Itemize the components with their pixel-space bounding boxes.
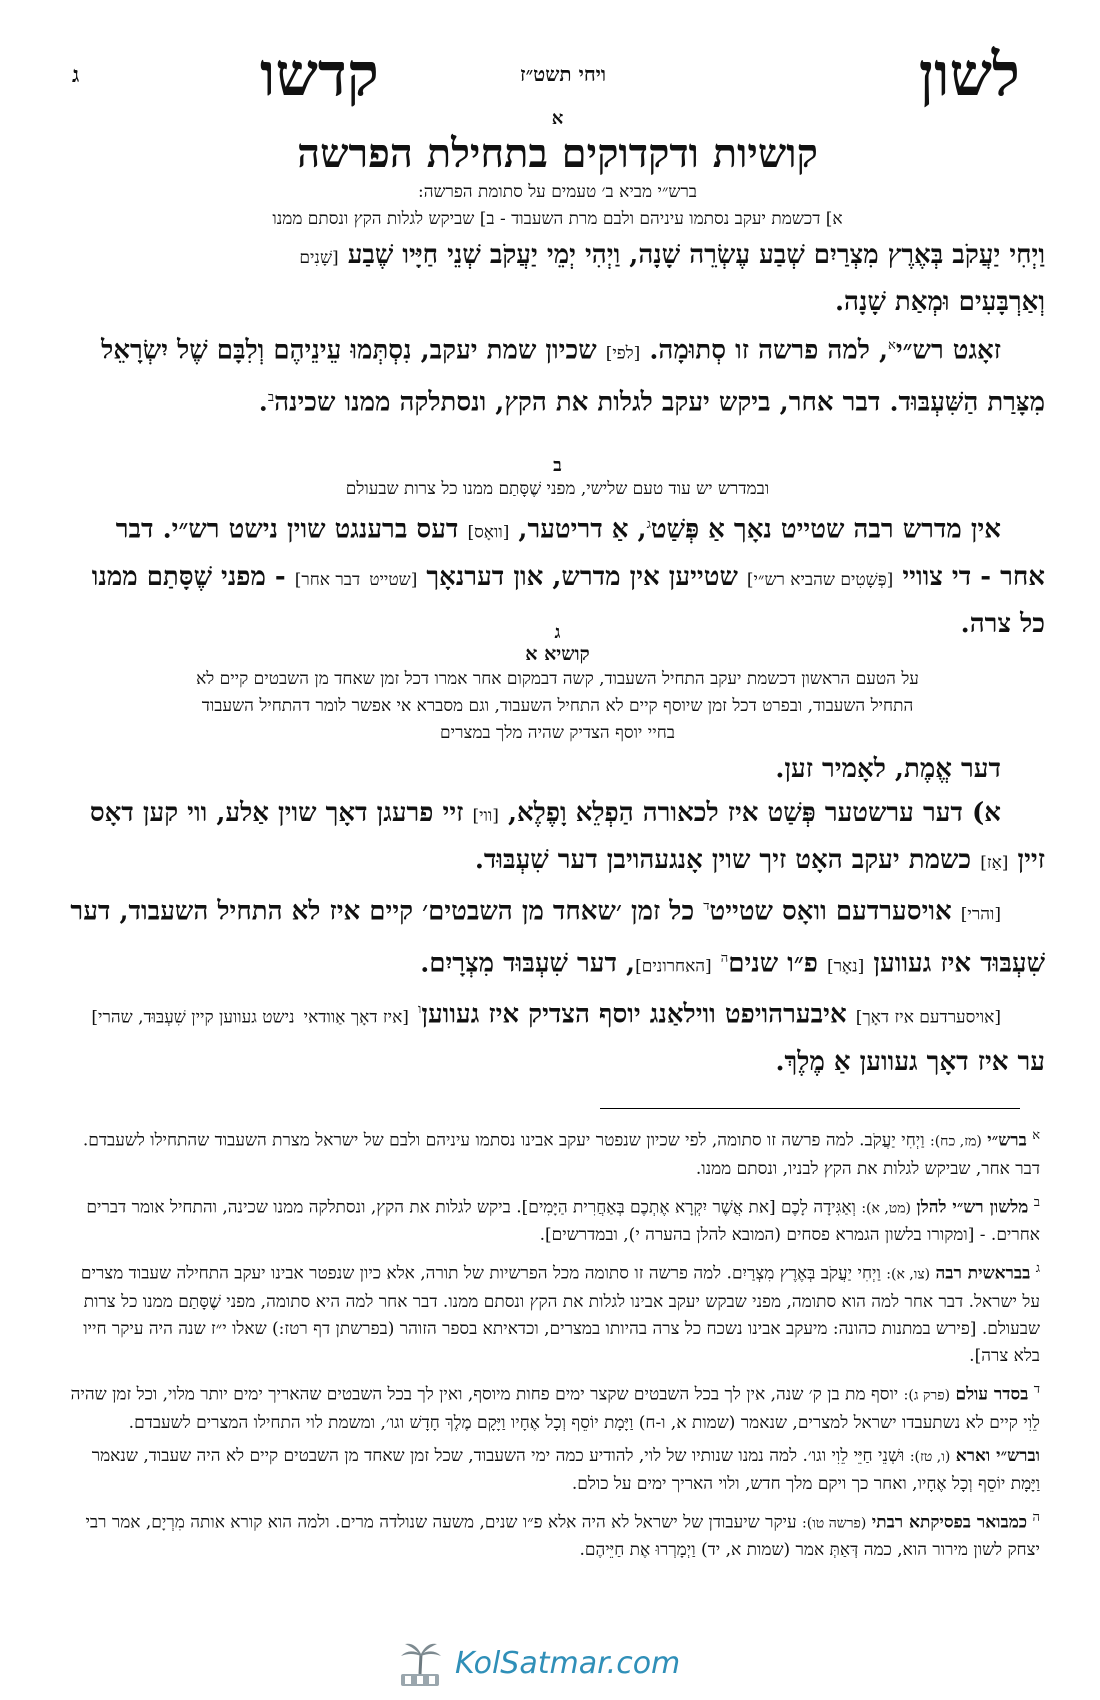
bracket-note: [שטייט — [369, 569, 418, 590]
footnote-mark: ד — [1033, 1381, 1040, 1397]
body-text: ער איז דאָך געווען אַ מֶלֶךְ. — [775, 1046, 1045, 1077]
question-paragraph-2 — [70, 885, 1045, 988]
section-intro: התחיל השעבוד, ובפרט דכל זמן שיוסף קיים לא התחיל השעבוד, וגם מסברא אי אפשר לומר דהתחיל השעבוד — [201, 696, 914, 716]
page-header — [50, 40, 1050, 110]
footnote-text: וַיְחִי יַעֲקֹב בְּאֶרֶץ מִצְרַיִם. למה פרשה זו סתומה מכל הפרשיות של תורה, אלא כיון שנפטר אבינו יעקב התחילה שעבוד מצרים על ישראל. דבר אחר למה הוא סתומה, מפני שבקש יעקב אבינו לגלות את הקץ ונסתם ממנו. דבר אחר למה היא סתומה, מפני שֶׁסָּתַם ממנו כל צרות שבעולם. [פירש במתנות כהונה: מיעקב אבינו נשכח כל צרה בהיותו במצרים, וכדאיתא בספר הזוהר (בפרשתן דף רטז:) שאלו י״ז שנה היה עיקר חייו בלא צרה]. — [80, 1263, 1040, 1366]
header-parsha: ויחי תשט״ז — [520, 62, 607, 86]
rashi-paragraph — [70, 324, 1045, 424]
body-text: אין מדרש רבה שטייט נאָך אַ פְּשַׁט — [650, 514, 1001, 545]
verse-text: וַיְחִי יַעֲקֹב בְּאֶרֶץ מִצְרַיִם שְׁבַע עֶשְׂרֵה שָׁנָה, וַיְהִי יְמֵי יַעֲקֹב שְׁנֵי חַיָּיו שֶׁבַע — [347, 240, 1045, 270]
header-title-kodsho: קדשו — [260, 40, 379, 110]
footnote-lead: בסדר עולם — [955, 1384, 1029, 1405]
footnote-lead: ברש״י — [987, 1130, 1027, 1151]
body-text: שטייען אין מדרש, און דערנאָך — [426, 561, 738, 592]
footnote-ref: ד — [703, 899, 710, 914]
body-text: אויסערדעם וואָס שטייט — [709, 896, 952, 927]
footnote — [70, 1189, 1040, 1250]
footnote-text: וְאַגִּידָה לָכֶם [את אֲשֶׁר יִקְרָא אֶתְכֶם בְּאַחֲרִית הַיָּמִים]. ביקש לגלות את הקץ, ונסתלקה ממנו שכינה, והתחיל אומר דברים אחרים. - [ומקורו בלשון הגמרא פסחים (המובא להלן בהערה י), ובמדרשים]. — [86, 1197, 1040, 1246]
bracket-note: [ווי] — [472, 806, 499, 826]
verse-paragraph — [70, 233, 1045, 324]
bracket-note: [והרי] — [960, 904, 1001, 925]
footnote — [70, 1504, 1040, 1565]
footnote-ref-source: (ו, טז): — [909, 1448, 951, 1465]
footnote-ref-source: (פרשה טו): — [802, 1515, 867, 1532]
body-line: דער אֱמֶת, לאָמיר זען. — [775, 754, 1001, 784]
body-text: - מפני שֶׁסָּתַם ממנו כל צרה. — [91, 561, 1045, 639]
footnote — [70, 1443, 1040, 1498]
footnote-lead: בבראשית רבה — [935, 1263, 1031, 1284]
footnote-mark: ה — [1032, 1509, 1040, 1525]
section-intro: על הטעם הראשון דכשמת יעקב התחיל השעבוד, קשה דבמקום אחר אמרו דכל זמן שאחד מן השבטים קיים לא — [196, 669, 919, 689]
footnote-ref-source: (צו, א): — [886, 1266, 931, 1283]
bracket-note: דבר אחר] — [294, 569, 361, 590]
verse-text-2: וְאַרְבָּעִים וּמְאַת שָׁנָה. — [835, 287, 1045, 317]
footnote-lead: וברש״י וארא — [955, 1445, 1040, 1466]
watermark — [395, 1640, 735, 1690]
footnote-ref: ה — [720, 950, 729, 966]
body-text: איבערהויפט ווילאַנג יוסף הצדיק איז געווען — [421, 999, 847, 1030]
main-title: קושיות ודקדוקים בתחילת הפרשה — [297, 130, 818, 177]
watermark-text: KolSatmar.com — [455, 1646, 681, 1681]
footnote-ref: ג — [646, 517, 651, 532]
footnote-ref-source: (מט, א): — [861, 1200, 912, 1217]
footnote-mark: ב — [1033, 1194, 1040, 1210]
footnote — [70, 1255, 1040, 1370]
bracket-note: [פְּשָׁטִים שהביא רש״י] — [746, 569, 894, 590]
body-text: פ״ו שנים — [728, 948, 818, 979]
body-text: א) דער ערשטער פְּשַׁט איז לכאורה הַפְלֵא וָפֶלֶא, — [507, 798, 1001, 828]
palm-tree-logo-icon — [395, 1640, 445, 1690]
rashi-lead: זאָגט רש״י — [895, 335, 1001, 366]
body-text: זיי פרעגן דאָך שוין אַלע, — [216, 798, 464, 828]
body-text: כשמת יעקב האָט זיך שוין אָנגעהויבן דער שִׁעְבּוּד. — [474, 845, 972, 875]
section-subtitle: קושיא א — [525, 643, 590, 665]
section-intro: ברש״י מביא ב׳ טעמים על סתומת הפרשה: — [418, 182, 697, 202]
footnote-ref: ו — [418, 1002, 422, 1018]
footnote-ref: א — [888, 338, 896, 353]
rashi-text: שכינה — [274, 387, 336, 418]
footnote-ref: ב — [267, 389, 275, 405]
question-paragraph — [70, 791, 1045, 885]
bracket-note: [נאָר] — [826, 956, 865, 977]
body-text: , אַ דריטער, — [518, 514, 647, 545]
footnote-divider — [600, 1108, 1020, 1109]
footnote-mark: ג — [1035, 1261, 1040, 1277]
body-text: השעבוד, דער שִׁעְבּוּד איז געווען — [70, 896, 1045, 979]
footnote-text: יוסף מת בן ק׳ שנה, אין לך בכל השבטים שקצר ימים פחות מיוסף, ואין לך בכל השבטים שהאריך ימים יותר מלוי, וכל זמן שהיה לֵוִי קיים לא נשתעבדו ישראל למצרים, שנאמר (שמות א, ו-ח) וַיָּמָת יוֹסֵף וְכָל אֶחָיו וַיָּקָם מֶלֶךְ חָדָשׁ וגו׳, ומשמת לוי התחילו המצרים לשעבדם. — [70, 1384, 1040, 1433]
footnote — [70, 1122, 1040, 1183]
body-text: ווי קען דאָס זיין — [89, 798, 1045, 875]
footnotes — [70, 1122, 1040, 1570]
footnote-ref-source: (מז, כח): — [930, 1133, 982, 1150]
footnote-lead: מלשון רש״י להלן — [916, 1197, 1029, 1218]
section-reasons: א] דכשמת יעקב נסתמו עיניהם ולבם מרת השעבוד - ב] שביקש לגלות הקץ ונסתם ממנו — [272, 209, 843, 229]
footnote-text: וַיְחִי יַעֲקֹב. למה פרשה זו סתומה, לפי שכיון שנפטר יעקב אבינו נסתמו עיניהם ולבם של ישראל מצרת השעבוד שהתחילו לשעבדם. דבר אחר, שביקש לגלות את הקץ לבניו, ונסתם ממנו. — [82, 1130, 1040, 1179]
body-text: דעס ברענגט שוין נישט — [228, 514, 459, 545]
footnote-text: עיקר שיעבודן של ישראל לא היה אלא פ״ו שנים, משעה שנולדה מרים. ולמה הוא קורא אותה מִרְיָם, אמר רבי יצחק לשון מירור הוא, כמה דְּאַתְּ אמר (שמות א, יד) וַיְמָרְרוּ אֶת חַיֵּיהֶם. — [85, 1512, 1040, 1561]
verse-bracket: [שָׁנִים — [299, 248, 339, 268]
footnote — [70, 1376, 1040, 1437]
section-intro: בחיי יוסף הצדיק שהיה מלך במצרים — [440, 723, 675, 743]
footnote-mark: א — [1032, 1128, 1040, 1143]
body-text: , דער שִׁעְבּוּד מִצְרָיִם. — [420, 948, 636, 979]
section-letter: א — [551, 108, 564, 129]
question-paragraph-3 — [70, 988, 1045, 1084]
section-intro: ובמדרש יש עוד טעם שלישי, מפני שֶׁסָּתַם ממנו כל צרות שבעולם — [345, 479, 770, 499]
rashi-text: שֶׁל יִשְׂרָאֵל מִצָּרַת הַשִּׁעְבּוּד. דבר אחר, ביקש יעקב לגלות את הקץ, ונסתלקה ממנו — [101, 335, 1045, 418]
bracket-note: [אויסערדעם איז דאָך] — [855, 1007, 1001, 1028]
body-text: כל זמן ׳שאחד מן השבטים׳ קיים איז לא התחיל — [217, 896, 695, 927]
section-c — [70, 622, 1045, 1084]
footnote-lead: כמבואר בפסיקתא רבתי — [871, 1512, 1028, 1533]
bracket-note: נישט געווען קיין שִׁעְבּוּד, שהרי] — [91, 1007, 295, 1028]
section-a — [70, 108, 1045, 424]
bracket-note: [האחרונים] — [635, 956, 712, 977]
bracket-note: [איז דאָך אַוודאי — [303, 1007, 409, 1028]
footnote-text: וּשְׁנֵי חַיֵּי לֵוִי וגו׳. למה נמנו שנותיו של לוי, להודיע כמה ימי השעבוד, שכל זמן שאחד מן השבטים קיים לא היה שעבוד, שנאמר וַיָּמָת יוֹסֵף וְכָל אֶחָיו, ואחר כך ויקם מלך חדש, ולוי האריך ימים על כולם. — [91, 1445, 1040, 1494]
bracket-note: [וואָס] — [467, 522, 510, 543]
section-b — [70, 455, 1045, 646]
rashi-text: שכיון שמת יעקב, נִסְתְּמוּ עֵינֵיהֶם וְלִבָּם — [216, 335, 597, 366]
rashi-text: , למה פרשה זו סְתוּמָה. — [649, 335, 889, 366]
footnote-ref-source: (פרק ג): — [903, 1387, 951, 1404]
section-letter: ג — [554, 622, 561, 643]
section-letter: ב — [553, 455, 562, 476]
body-text: רש״י. דבר אחר - די צוויי — [115, 514, 1045, 592]
page-number: ג — [72, 62, 80, 88]
rashi-text: . — [258, 387, 268, 418]
header-title-lashon: לשון — [918, 40, 1020, 110]
bracket-note: [לפי] — [605, 343, 641, 364]
bracket-note: [אַז] — [980, 853, 1009, 873]
